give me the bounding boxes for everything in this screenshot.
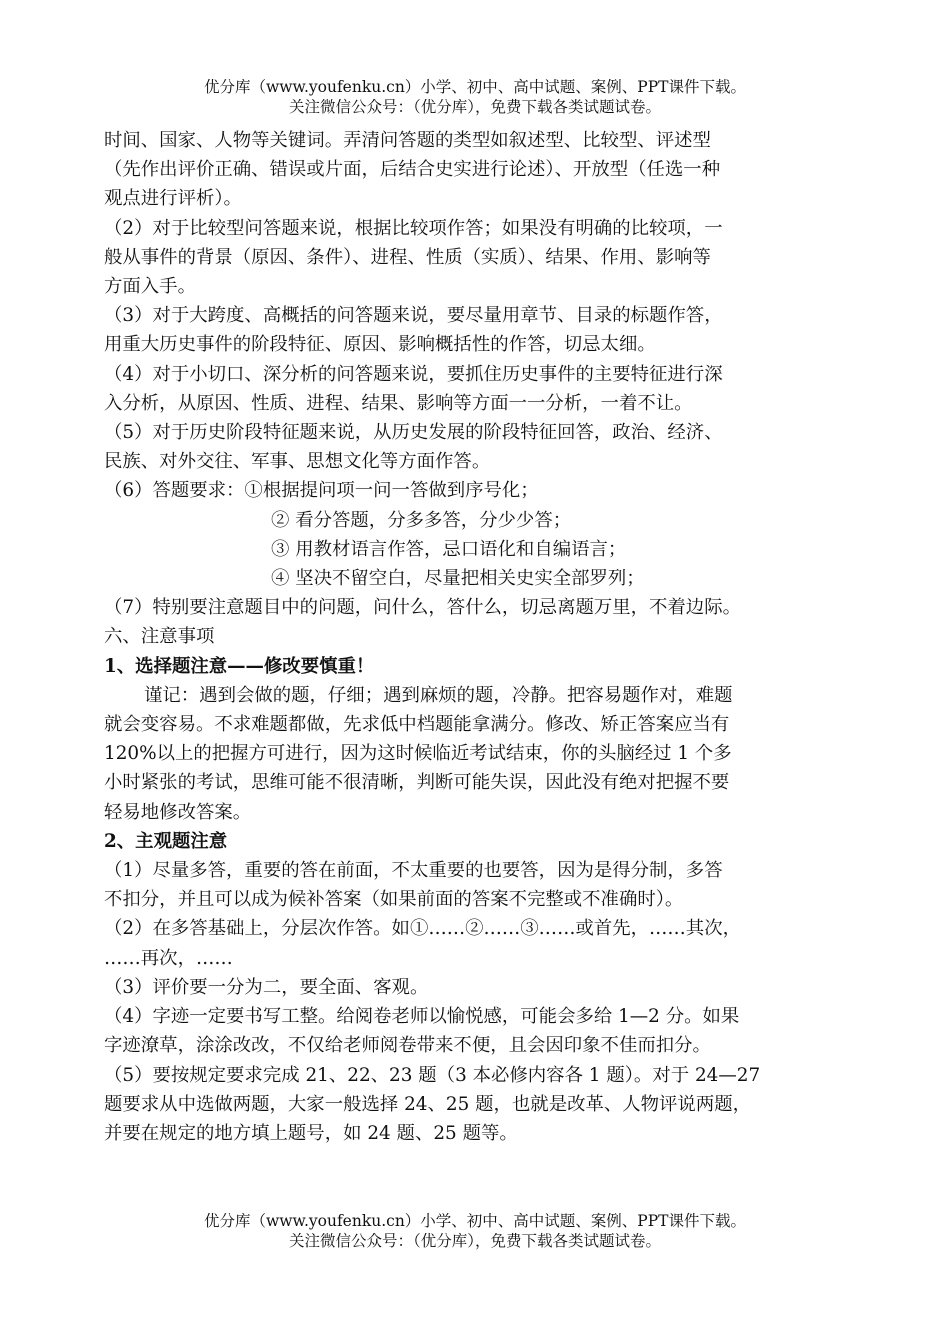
footer-line-2: 关注微信公众号：（优分库），免费下载各类试题试卷。 bbox=[288, 1232, 661, 1250]
text-line: 题要求从中选做两题，大家一般选择 24、25 题，也就是改革、人物评说两题， bbox=[104, 1093, 751, 1115]
text-line: ② 看分答题，分多多答，分少少答； bbox=[271, 509, 572, 531]
text-line: （6）答题要求：①根据提问项一问一答做到序号化； bbox=[104, 480, 539, 502]
text-line: 120%以上的把握方可进行，因为这时候临近考试结束，你的头脑经过 1 个多 bbox=[104, 743, 732, 765]
page-header bbox=[0, 77, 950, 117]
header-line-1: 优分库（www.youfenku.cn）小学、初中、高中试题、案例、PPT课件下载。 bbox=[203, 78, 747, 96]
text-line: 般从事件的背景（原因、条件）、进程、性质（实质）、结果、作用、影响等 bbox=[104, 246, 711, 268]
text-line: （7）特别要注意题目中的问题，问什么，答什么，切忌离题万里，不着边际。 bbox=[104, 597, 741, 619]
subsection-heading: 1、选择题注意——修改要慎重！ bbox=[104, 655, 375, 677]
text-line: （4）字迹一定要书写工整。给阅卷老师以愉悦感，可能会多给 1—2 分。如果 bbox=[104, 1006, 740, 1028]
text-line: 时间、国家、人物等关键词。弄清问答题的类型如叙述型、比较型、评述型 bbox=[104, 130, 711, 151]
text-line: 并要在规定的地方填上题号，如 24 题、25 题等。 bbox=[104, 1122, 518, 1144]
text-line: 轻易地修改答案。 bbox=[104, 801, 252, 823]
text-line: （3）对于大跨度、高概括的问答题来说，要尽量用章节、目录的标题作答， bbox=[104, 305, 723, 327]
text-line: （5）要按规定要求完成 21、22、23 题（3 本必修内容各 1 题）。对于 24—27 bbox=[104, 1064, 761, 1086]
text-line: （2）在多答基础上，分层次作答。如①……②……③……或首先，……其次， bbox=[104, 918, 741, 940]
text-line: 观点进行评析）。 bbox=[104, 188, 242, 210]
text-line: ……再次，…… bbox=[104, 947, 233, 969]
text-line: （1）尽量多答，重要的答在前面，不太重要的也要答，因为是得分制，多答 bbox=[104, 860, 723, 882]
section-heading: 六、注意事项 bbox=[104, 626, 215, 648]
text-line: （3）评价要一分为二，要全面、客观。 bbox=[104, 976, 429, 998]
subsection-heading: 2、主观题注意 bbox=[104, 830, 228, 852]
text-line: 用重大历史事件的阶段特征、原因、影响概括性的作答，切忌太细。 bbox=[104, 334, 656, 356]
text-line: 谨记：遇到会做的题，仔细；遇到麻烦的题，冷静。把容易题作对，难题 bbox=[144, 684, 733, 706]
text-line: 方面入手。 bbox=[104, 276, 196, 298]
document-body bbox=[104, 126, 860, 1148]
header-line-2: 关注微信公众号：（优分库），免费下载各类试题试卷。 bbox=[288, 98, 661, 116]
text-line: 就会变容易。不求难题都做，先求低中档题能拿满分。修改、矫正答案应当有 bbox=[104, 714, 730, 736]
footer-line-1: 优分库（www.youfenku.cn）小学、初中、高中试题、案例、PPT课件下载。 bbox=[203, 1212, 747, 1230]
page-footer bbox=[0, 1211, 950, 1251]
text-line: 入分析，从原因、性质、进程、结果、影响等方面一一分析，一着不让。 bbox=[104, 392, 693, 414]
text-line: ③ 用教材语言作答，忌口语化和自编语言； bbox=[271, 538, 627, 560]
text-line: 不扣分，并且可以成为候补答案（如果前面的答案不完整或不准确时）。 bbox=[104, 889, 684, 911]
text-line: （先作出评价正确、错误或片面，后结合史实进行论述）、开放型（任选一种 bbox=[104, 159, 721, 181]
text-line: （4）对于小切口、深分析的问答题来说，要抓住历史事件的主要特征进行深 bbox=[104, 363, 723, 385]
text-line: 字迹潦草，涂涂改改，不仅给老师阅卷带来不便，且会因印象不佳而扣分。 bbox=[104, 1035, 711, 1057]
text-line: ④ 坚决不留空白，尽量把相关史实全部罗列； bbox=[271, 568, 645, 590]
text-line: 民族、对外交往、军事、思想文化等方面作答。 bbox=[104, 451, 491, 473]
text-line: （2）对于比较型问答题来说，根据比较项作答；如果没有明确的比较项，一 bbox=[104, 217, 723, 239]
text-line: （5）对于历史阶段特征题来说，从历史发展的阶段特征回答，政治、经济、 bbox=[104, 422, 723, 444]
text-line: 小时紧张的考试，思维可能不很清晰，判断可能失误，因此没有绝对把握不要 bbox=[104, 772, 730, 794]
